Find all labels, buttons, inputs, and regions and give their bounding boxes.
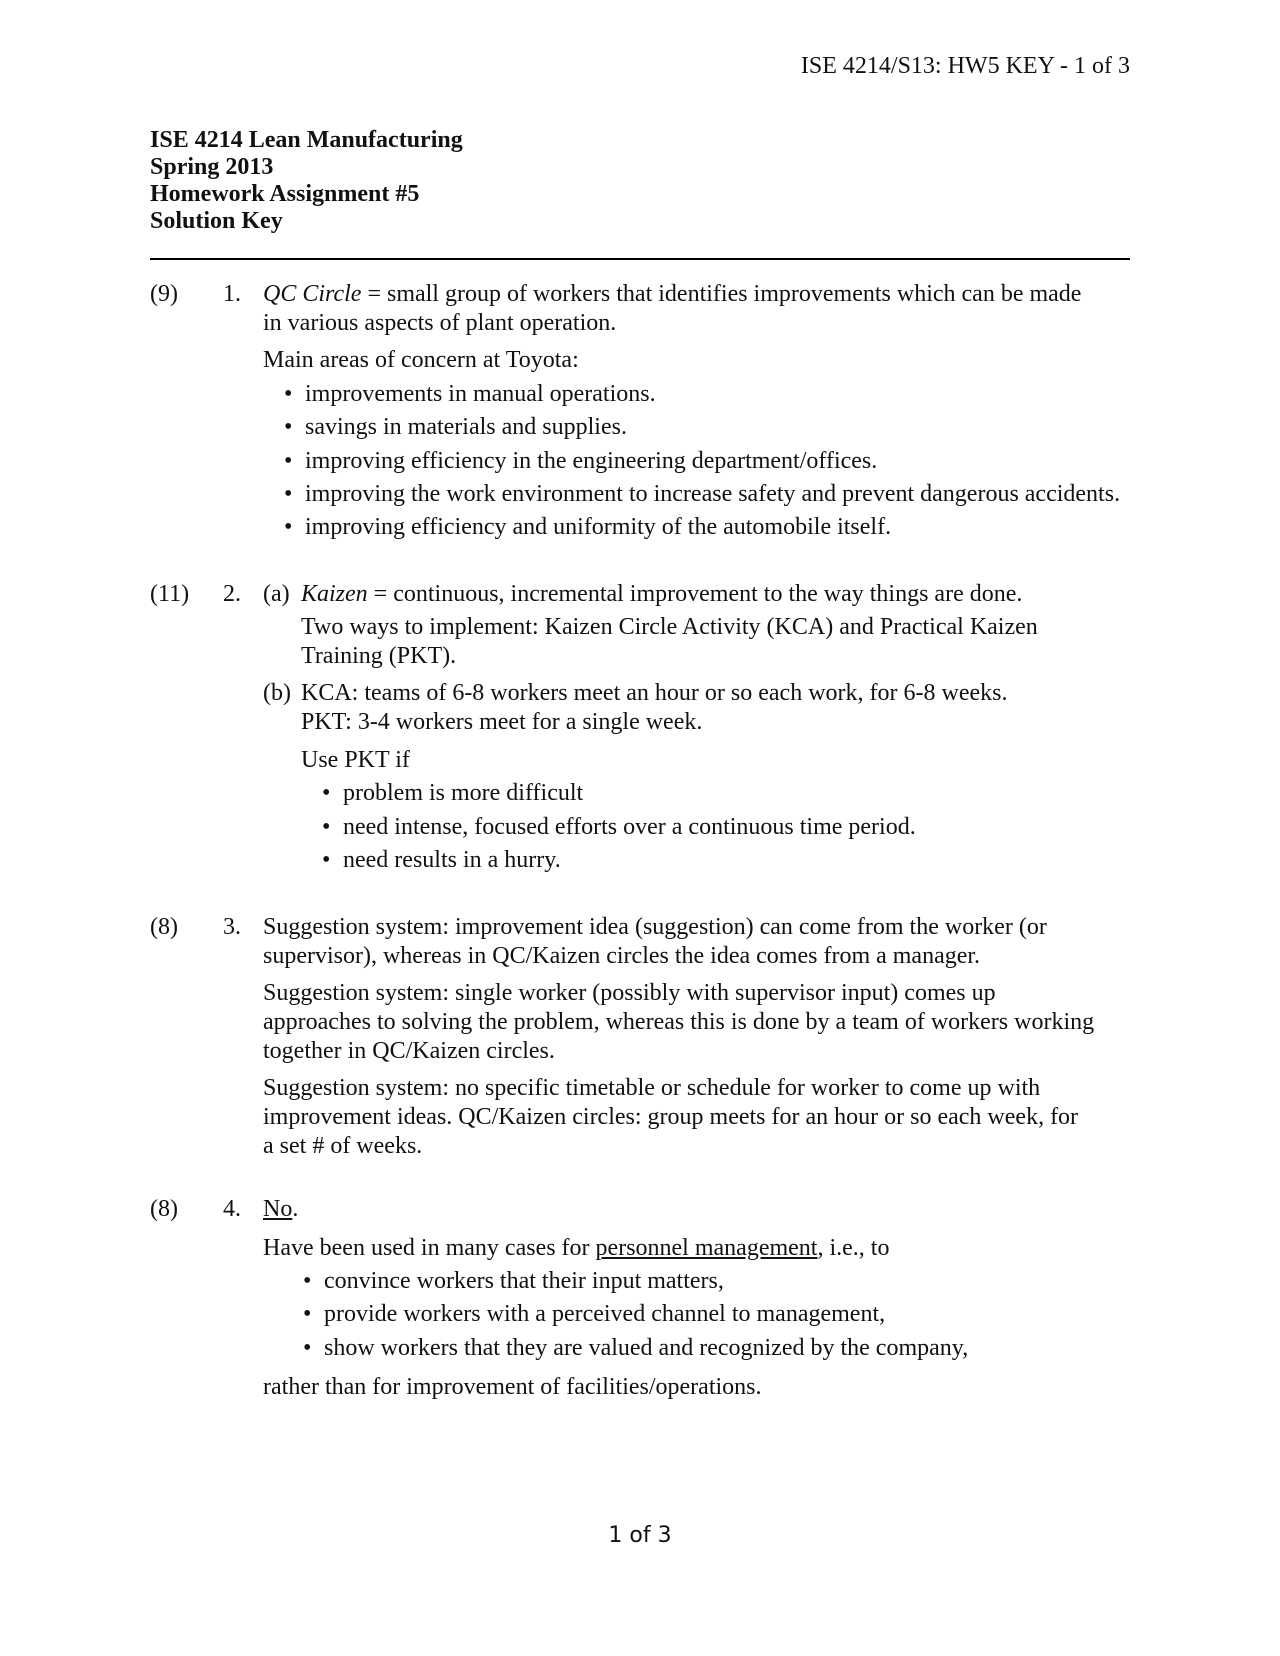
q2-b-line2: PKT: 3-4 workers meet for a single week. xyxy=(301,709,703,735)
q1-intro: Main areas of concern at Toyota: xyxy=(263,347,579,373)
course-title: ISE 4214 Lean Manufacturing xyxy=(150,127,463,153)
q1-term: QC Circle xyxy=(263,281,362,307)
q4-personnel-management: personnel management xyxy=(595,1235,818,1261)
q3-paragraph-2: Suggestion system: single worker (possibly with supervisor input) comes up approaches to solving the problem, whereas this is done by a team of workers working together in QC/Kaizen circles. xyxy=(263,980,1095,1064)
document-title-block xyxy=(150,127,463,235)
q1-points: (9) xyxy=(150,281,178,307)
q1-number: 1. xyxy=(223,281,241,307)
q4-number: 4. xyxy=(223,1196,241,1222)
q2-a-label: (a) xyxy=(263,581,290,607)
q3-points: (8) xyxy=(150,914,178,940)
q1-bullet: • savings in materials and supplies. xyxy=(284,414,627,440)
q2-a-line3: Training (PKT). xyxy=(301,643,457,669)
term-title: Spring 2013 xyxy=(150,154,274,180)
q2-b-line1: KCA: teams of 6-8 workers meet an hour or so each work, for 6-8 weeks. xyxy=(301,680,1008,706)
q1-def-line1: = small group of workers that identifies improvements which can be made xyxy=(361,281,1082,307)
title-divider xyxy=(150,258,1130,260)
q3-paragraph-3: Suggestion system: no specific timetable or schedule for worker to come up with improvement ideas. QC/Kaizen circles: group meets for an hour or so each week, for a set # of weeks. xyxy=(263,1075,1079,1159)
q2-a-line2: Two ways to implement: Kaizen Circle Activity (KCA) and Practical Kaizen xyxy=(301,614,1038,640)
q2-number: 2. xyxy=(223,581,241,607)
q4-closing: rather than for improvement of facilities/operations. xyxy=(263,1374,762,1400)
q4-intro: Have been used in many cases for personnel management, i.e., to xyxy=(263,1235,890,1261)
q4-bullet: • show workers that they are valued and recognized by the company, xyxy=(303,1335,969,1361)
running-head: ISE 4214/S13: HW5 KEY - 1 of 3 xyxy=(800,53,1130,79)
page-number: 1 of 3 xyxy=(608,1523,672,1548)
q4-bullet: • convince workers that their input matters, xyxy=(303,1268,724,1294)
q2-b-label: (b) xyxy=(263,680,291,706)
assignment-title: Homework Assignment #5 xyxy=(150,181,420,207)
q2-bullet: • need results in a hurry. xyxy=(322,847,561,873)
q1-bullet: • improving efficiency in the engineering department/offices. xyxy=(284,448,878,474)
q4-bullet: • provide workers with a perceived channel to management, xyxy=(303,1301,886,1327)
q4-answer: No. xyxy=(263,1196,299,1222)
q2-bullet: • problem is more difficult xyxy=(322,780,584,806)
q1-bullet: • improving the work environment to increase safety and prevent dangerous accidents. xyxy=(284,481,1121,507)
q2-a-term: Kaizen xyxy=(301,581,368,607)
q2-a-definition: Kaizen = continuous, incremental improvement to the way things are done. xyxy=(301,581,1023,607)
q1-bullet: • improvements in manual operations. xyxy=(284,381,656,407)
q3-number: 3. xyxy=(223,914,241,940)
q1-bullet: • improving efficiency and uniformity of the automobile itself. xyxy=(284,514,892,540)
q1-def-line2: in various aspects of plant operation. xyxy=(263,310,617,336)
q2-points: (11) xyxy=(150,581,190,607)
q1-definition xyxy=(263,280,1143,338)
q4-points: (8) xyxy=(150,1196,178,1222)
key-title: Solution Key xyxy=(150,208,283,234)
q3-paragraph-1: Suggestion system: improvement idea (suggestion) can come from the worker (or supervisor), whereas in QC/Kaizen circles the idea comes from a manager. xyxy=(263,914,1047,969)
q2-b-use: Use PKT if xyxy=(301,747,410,773)
q2-bullet: • need intense, focused efforts over a continuous time period. xyxy=(322,814,916,840)
